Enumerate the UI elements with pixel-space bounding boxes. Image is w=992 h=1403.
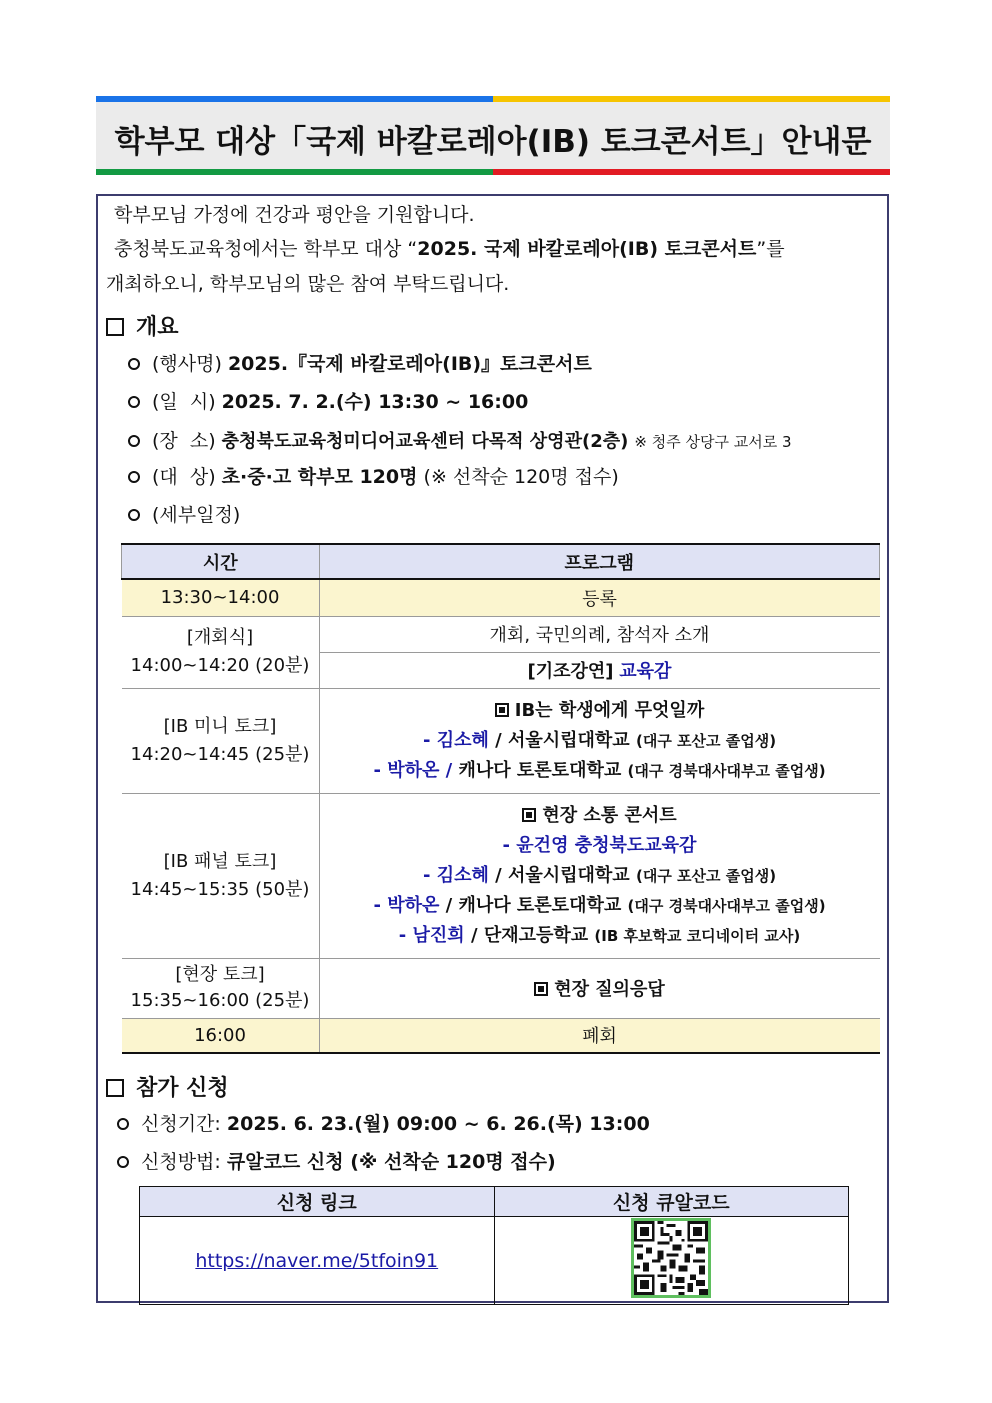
- apply-content-row: [140, 1217, 849, 1305]
- apply-header-row: [140, 1187, 849, 1217]
- item-value: 2025. 7. 2.(수) 13:30 ~ 16:00: [221, 391, 529, 413]
- intro-line-1: 학부모님 가정에 건강과 평안을 기원합니다.: [114, 204, 475, 226]
- header-time: 시간: [122, 544, 320, 579]
- person-note: (대구 경북대사대부고 졸업생): [627, 896, 826, 915]
- intro-line-3: 개최하오니, 학부모님의 많은 참여 부탁드립니다.: [106, 273, 510, 295]
- qr-cell: [494, 1217, 849, 1305]
- filled-square-icon: [534, 982, 548, 996]
- row-program: [319, 652, 880, 688]
- person-note: (대구 경북대사대부고 졸업생): [627, 761, 826, 780]
- apply-method: [117, 1147, 556, 1174]
- row-time-title: [IB 패널 토크]: [163, 850, 277, 872]
- table-row: [122, 958, 880, 1018]
- circle-bullet-icon: [128, 435, 140, 447]
- item-note: ※ 청주 상당구 교서로 3: [634, 433, 792, 451]
- apply-method-value: 큐알코드 신청 (※ 선착순 120명 접수): [226, 1151, 556, 1173]
- row-program: 폐회: [319, 1018, 880, 1053]
- person-note: (대구 포산고 졸업생): [635, 866, 777, 885]
- keynote-speaker: 교육감: [619, 661, 672, 682]
- filled-square-icon: [495, 703, 509, 717]
- section-apply: [106, 1071, 229, 1102]
- program-head-text: 현장 소통 콘서트: [542, 804, 677, 826]
- person-org: 캐나다 토론토대학교: [458, 894, 622, 916]
- person-org: 서울시립대학교: [507, 729, 630, 751]
- table-row: [122, 688, 880, 793]
- intro-line-2-suffix: ”를: [756, 238, 785, 260]
- row-program: 개회, 국민의례, 참석자 소개: [319, 616, 880, 652]
- apply-period-label: 신청기간:: [141, 1113, 221, 1135]
- row-time-title: [IB 미니 토크]: [163, 715, 277, 737]
- row-time-range: 15:35~16:00 (25분): [130, 990, 310, 1011]
- section-overview-heading: 개요: [136, 315, 179, 340]
- program-head-text: IB는 학생에게 무엇일까: [514, 699, 705, 721]
- intro-line-2-prefix: 충청북도교육청에서는 학부모 대상 “: [114, 238, 418, 260]
- person-name: 김소혜: [436, 729, 489, 751]
- table-row: [122, 793, 880, 958]
- row-time-range: 14:45~15:35 (50분): [130, 878, 310, 900]
- item-value: 초·중·고 학부모 120명: [221, 466, 418, 488]
- schedule-table: [121, 543, 880, 1054]
- row-time: [122, 958, 320, 1018]
- table-row: [122, 579, 880, 616]
- person-note: (대구 포산고 졸업생): [635, 731, 777, 750]
- circle-bullet-icon: [128, 358, 140, 370]
- apply-table: [139, 1186, 849, 1305]
- program-head-text: 현장 질의응답: [554, 979, 665, 1000]
- circle-bullet-icon: [117, 1156, 129, 1168]
- row-time: 13:30~14:00: [122, 579, 320, 616]
- table-row: [122, 616, 880, 652]
- row-program: 등록: [319, 579, 880, 616]
- section-apply-heading: 참가 신청: [136, 1076, 229, 1101]
- overview-item-schedule: [128, 500, 240, 527]
- item-value: 2025.『국제 바칼로레아(IB)』토크콘서트: [227, 353, 592, 375]
- person-note: (IB 후보학교 코디네이터 교사): [594, 926, 801, 945]
- circle-bullet-icon: [128, 509, 140, 521]
- overview-item-date: [128, 387, 528, 414]
- person-name: 박하온: [387, 894, 440, 916]
- apply-method-label: 신청방법:: [141, 1151, 221, 1173]
- item-label: (세부일정): [152, 504, 241, 526]
- program-head: [320, 801, 880, 831]
- header-qr: 신청 큐알코드: [494, 1187, 849, 1217]
- apply-period: [117, 1109, 650, 1136]
- schedule-header-row: [122, 544, 880, 579]
- page-title: 학부모 대상「국제 바칼로레아(IB) 토크콘서트」안내문: [114, 124, 872, 160]
- row-program: [319, 688, 880, 793]
- person-line: - 김소혜 / 서울시립대학교 (대구 포산고 졸업생): [422, 864, 777, 886]
- row-time: [122, 793, 320, 958]
- header-program: 프로그램: [319, 544, 880, 579]
- checkbox-square-icon: [106, 1079, 124, 1097]
- row-time-title: [개회식]: [186, 627, 254, 648]
- item-label: (행사명): [152, 353, 222, 375]
- banner-green-bar: [96, 169, 493, 175]
- header-link: 신청 링크: [140, 1187, 495, 1217]
- person-org: 서울시립대학교: [507, 864, 630, 886]
- apply-link[interactable]: https://naver.me/5tfoin91: [195, 1249, 439, 1272]
- person-line: - 남진희 / 단재고등학교 (IB 후보학교 코디네이터 교사): [398, 924, 801, 946]
- item-value: 충청북도교육청미디어교육센터 다목적 상영관(2층): [221, 431, 629, 452]
- title-banner: [96, 96, 890, 175]
- item-label: (일 시): [152, 391, 216, 413]
- item-label: (장 소): [152, 430, 216, 452]
- checkbox-square-icon: [106, 318, 124, 336]
- circle-bullet-icon: [128, 396, 140, 408]
- row-time: 16:00: [122, 1018, 320, 1053]
- person-line: - 박하온 / 캐나다 토론토대학교 (대구 경북대사대부고 졸업생): [373, 759, 826, 781]
- person-line: - 김소혜 / 서울시립대학교 (대구 포산고 졸업생): [422, 729, 777, 751]
- row-time-title: [현장 토크]: [175, 964, 265, 985]
- lead-person: 윤건영 충청북도교육감: [516, 834, 697, 856]
- overview-item-place: [128, 426, 792, 453]
- item-label: (대 상): [152, 466, 216, 488]
- person-org: 단재고등학교: [483, 924, 589, 946]
- person-name: 박하온: [387, 759, 440, 781]
- banner-red-bar: [493, 169, 890, 175]
- circle-bullet-icon: [117, 1118, 129, 1130]
- qr-code-icon[interactable]: [631, 1218, 711, 1298]
- overview-item-name: [128, 349, 592, 376]
- banner-yellow-bar: [493, 96, 890, 102]
- row-time: [122, 616, 320, 688]
- row-program: [319, 793, 880, 958]
- row-time: [122, 688, 320, 793]
- circle-bullet-icon: [128, 471, 140, 483]
- filled-square-icon: [522, 808, 536, 822]
- link-cell: [140, 1217, 495, 1305]
- person-name: 남진희: [412, 924, 465, 946]
- keynote-label: [기조강연]: [527, 661, 614, 682]
- intro-line-2: [114, 234, 785, 261]
- person-org: 캐나다 토론토대학교: [458, 759, 622, 781]
- row-program: [319, 958, 880, 1018]
- row-time-range: 14:20~14:45 (25분): [130, 743, 310, 765]
- person-name: 김소혜: [436, 864, 489, 886]
- item-note: (※ 선착순 120명 접수): [423, 466, 619, 488]
- apply-period-value: 2025. 6. 23.(월) 09:00 ~ 6. 26.(목) 13:00: [226, 1113, 650, 1135]
- person-line: - 박하온 / 캐나다 토론토대학교 (대구 경북대사대부고 졸업생): [373, 894, 826, 916]
- row-time-range: 14:00~14:20 (20분): [130, 655, 310, 676]
- section-overview: [106, 310, 179, 341]
- program-head: [320, 696, 880, 726]
- lead-line: - 윤건영 충청북도교육감: [502, 834, 697, 856]
- banner-blue-bar: [96, 96, 493, 102]
- overview-item-target: [128, 462, 619, 489]
- intro-event-name: 2025. 국제 바칼로레아(IB) 토크콘서트: [417, 238, 757, 260]
- table-row: [122, 1018, 880, 1053]
